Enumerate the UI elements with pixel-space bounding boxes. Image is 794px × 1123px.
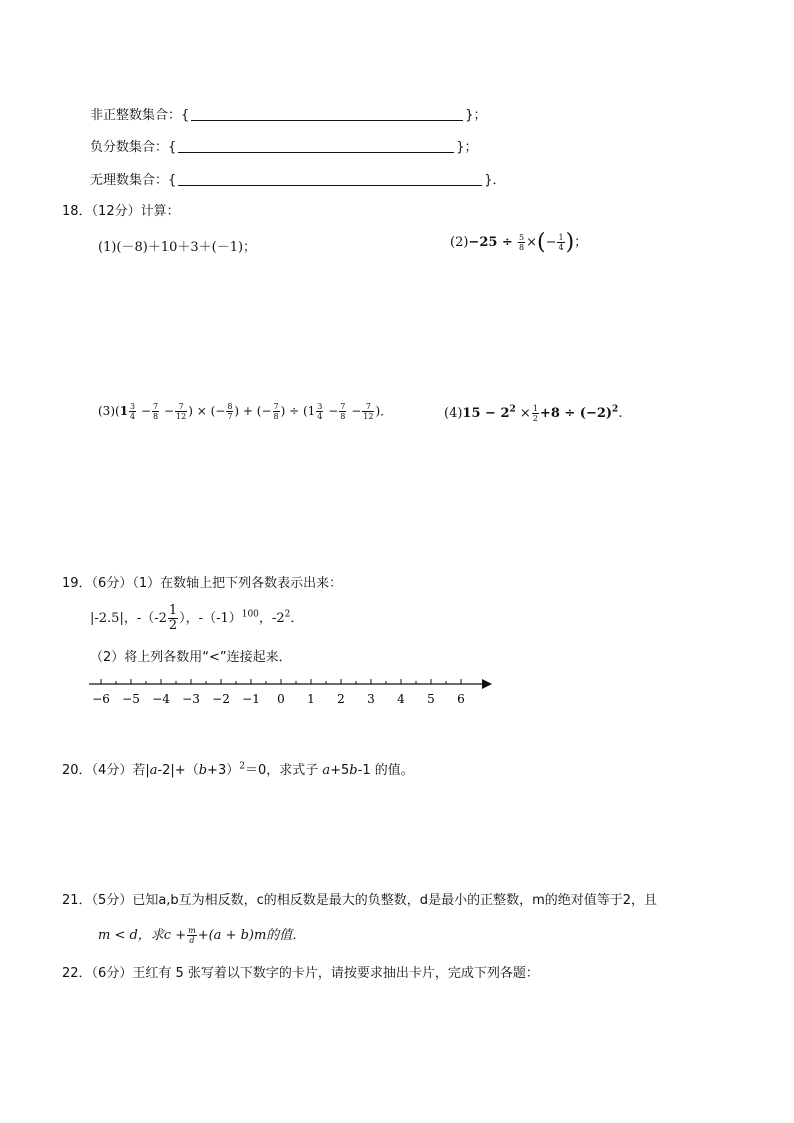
set-end: }； <box>456 140 478 155</box>
answer-blank[interactable] <box>178 173 482 186</box>
q19-part2: （2）将上列各数用“<”连接起来． <box>90 650 292 665</box>
set-row-negative-fractions <box>90 136 478 155</box>
tick-label: 2 <box>337 692 345 706</box>
q21-line2: m < d，求c + $\frac{m}{d}$ +(a + b)m的值． <box>98 926 306 945</box>
q18-part1: (1)(－8)＋10＋3＋(－1)； <box>98 240 257 255</box>
tick-label: 5 <box>427 692 435 706</box>
fraction: $\frac{5}{8}$ <box>518 233 525 252</box>
tick-label: 4 <box>397 692 405 706</box>
tick-label: −2 <box>212 692 230 706</box>
tick-label: 0 <box>277 692 285 706</box>
arrow-icon <box>482 679 492 689</box>
set-label: 无理数集合：{ <box>90 173 177 188</box>
fraction: $\frac{1}{4}$ <box>558 233 564 252</box>
answer-blank[interactable] <box>178 140 454 153</box>
q18-part3: (3)(1 $\frac{3}{4}$ − $\frac{7}{8}$ − $\frac{7}{12}$ ) × (− $\frac{8}{7}$ ) + (− $\frac{7}{8}$ ) ÷ (1 $\frac{3}{4}$ − $\frac{7}{8}$ − $\frac{7}{12}$ )． <box>98 402 393 421</box>
set-row-irrational <box>90 169 506 188</box>
set-end: }． <box>484 173 506 188</box>
q19-header: 19．（6分）（1）在数轴上把下列各数表示出来： <box>62 576 343 591</box>
q22: 22．（6分）王红有 5 张写着以下数字的卡片，请按要求抽出卡片，完成下列各题： <box>62 966 539 981</box>
tick-label: 3 <box>367 692 375 706</box>
number-line <box>84 672 494 712</box>
tick-label: −5 <box>122 692 140 706</box>
answer-blank[interactable] <box>191 108 463 121</box>
tick-label: −1 <box>242 692 260 706</box>
set-row-nonpositive-integers <box>90 104 487 123</box>
tick-label: −3 <box>182 692 200 706</box>
q18-part4: $(4)15 - 2^2$ × $\frac{1}{2}$ $+8 \div (-2)^2$. <box>444 404 623 423</box>
tick-label: −4 <box>152 692 170 706</box>
set-label: 负分数集合：{ <box>90 140 177 155</box>
tick-label: 1 <box>307 692 315 706</box>
q18-header: 18．（12分）计算： <box>62 204 180 219</box>
tick-label: 6 <box>457 692 465 706</box>
tick-label: −6 <box>92 692 110 706</box>
set-end: }； <box>465 108 487 123</box>
q20: 20．（4分）若$|a-2|+(b+3)^2=0$，求式子 a+5b-1 的值。 <box>62 761 414 778</box>
set-label: 非正整数集合：{ <box>90 108 190 123</box>
q21-line1: 21．（5分）已知a,b互为相反数，c的相反数是最大的负整数，d是最小的正整数，m的绝对值等于2，且 <box>62 893 657 908</box>
fraction: $\frac{1}{2}$ <box>168 603 178 633</box>
q18-part2: (2)−25 ÷ $\frac{5}{8}$ ×(− $\frac{1}{4}$ )； <box>450 230 588 255</box>
q19-numbers: |-2.5|，-（-2 $\frac{1}{2}$ ），$-(-1)^{100}$，$-2^2$． <box>90 603 304 633</box>
